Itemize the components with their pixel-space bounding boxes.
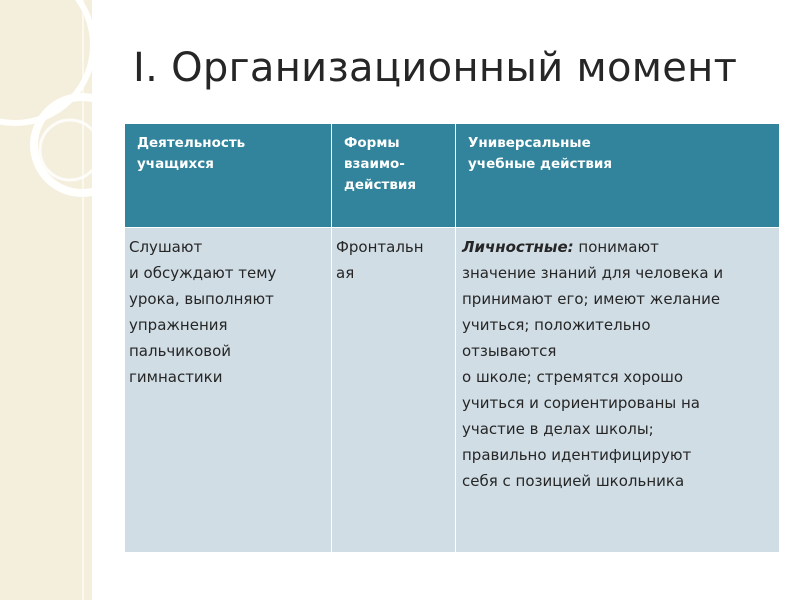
header-activity <box>125 124 332 228</box>
slide-title: I. Организационный момент <box>133 45 738 91</box>
header-forms <box>332 124 456 228</box>
cell-activity: Слушают и обсуждают тему урока, выполняют упражнения пальчиковой гимнастики <box>125 228 332 553</box>
cell-form: Фронтальн ая <box>332 228 456 553</box>
lesson-table <box>124 123 780 553</box>
table-row <box>125 228 780 553</box>
table-header-row <box>125 124 780 228</box>
header-uud-label: Универсальные учебные действия <box>468 135 613 172</box>
header-forms-label: Формы взаимо- действия <box>344 135 417 193</box>
uud-description: понимают значение знаний для человека и принимают его; имеют желание учиться; положительно отзываются о школе; стремятся хорошо учиться и сориентированы на участие в делах школы; правильно идентифицируют себя с позицией школьника <box>462 238 724 490</box>
cell-uud <box>456 228 780 553</box>
header-activity-label: Деятельность учащихся <box>137 135 246 172</box>
decorative-ring-small <box>40 120 100 180</box>
decorative-ring-large <box>0 0 93 123</box>
header-uud <box>456 124 780 228</box>
uud-lead-label: Личностные: <box>462 238 574 256</box>
